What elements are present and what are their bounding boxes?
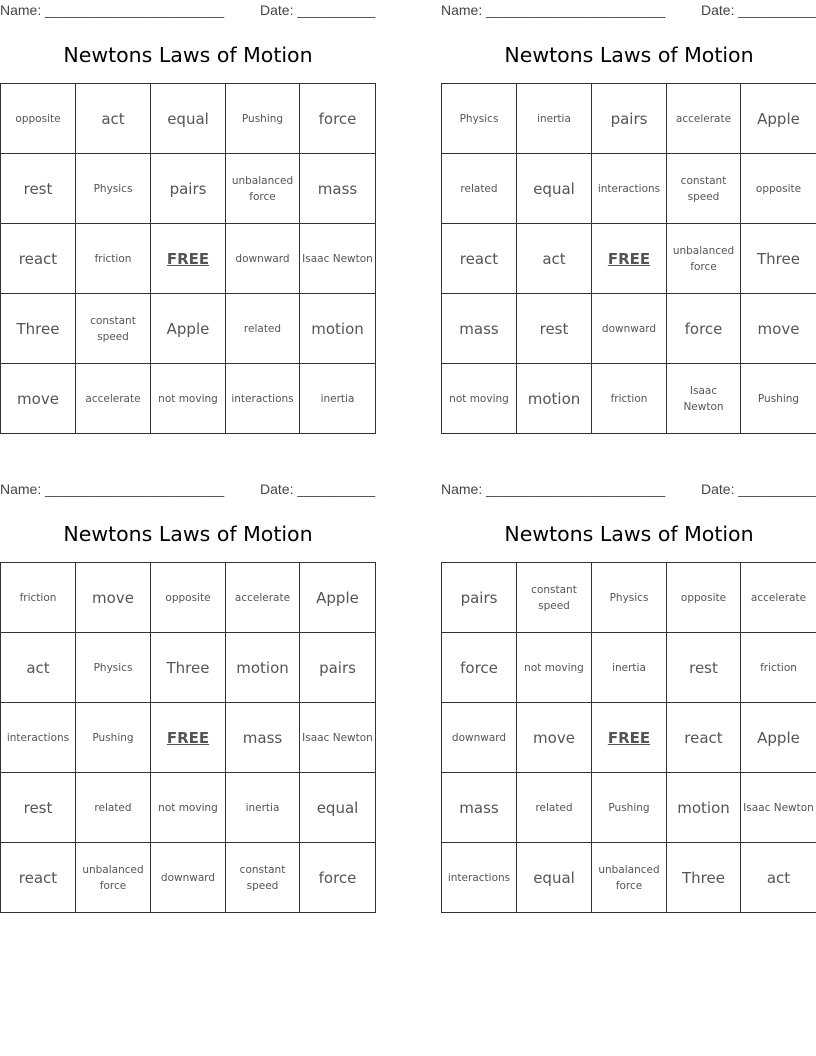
date-field[interactable]: Date: __________ [260,2,376,18]
bingo-cell: Apple [741,84,816,154]
bingo-cell: rest [1,773,76,843]
bingo-cell: act [1,633,76,703]
bingo-cell: not moving [151,773,226,843]
bingo-cell: act [741,843,816,913]
bingo-card-2 [441,0,816,413]
bingo-cell: rest [667,633,741,703]
bingo-cell: force [300,84,376,154]
free-cell: FREE [592,224,667,294]
bingo-cell: force [667,294,741,364]
bingo-cell: interactions [592,154,667,224]
bingo-cell: Pushing [592,773,667,843]
bingo-grid [0,562,376,913]
bingo-cell: Isaac Newton [667,364,741,434]
free-cell: FREE [151,224,226,294]
bingo-cell: constant speed [76,294,151,364]
bingo-cell: Pushing [226,84,300,154]
bingo-cell: downward [442,703,517,773]
bingo-cell: move [741,294,816,364]
bingo-cell: friction [592,364,667,434]
bingo-cell: react [1,843,76,913]
card-title: Newtons Laws of Motion [63,43,313,67]
bingo-cell: related [226,294,300,364]
bingo-grid [0,83,376,434]
bingo-cell: motion [300,294,376,364]
bingo-cell: react [667,703,741,773]
bingo-cell: motion [226,633,300,703]
bingo-cell: mass [442,773,517,843]
bingo-cell: rest [1,154,76,224]
name-field[interactable]: Name: _______________________ [441,2,666,18]
bingo-cell: related [442,154,517,224]
bingo-card-4 [441,479,816,892]
bingo-cell: Pushing [76,703,151,773]
bingo-cell: rest [517,294,592,364]
card-title: Newtons Laws of Motion [63,522,313,546]
bingo-cell: opposite [151,563,226,633]
bingo-cell: accelerate [667,84,741,154]
bingo-cell: unbalanced force [667,224,741,294]
bingo-cell: equal [300,773,376,843]
bingo-cell: Pushing [741,364,816,434]
bingo-cell: inertia [517,84,592,154]
bingo-card-1 [0,0,376,408]
bingo-cell: Isaac Newton [300,224,376,294]
bingo-cell: Physics [442,84,517,154]
bingo-cell: equal [517,843,592,913]
bingo-cell: Physics [592,563,667,633]
bingo-cell: inertia [226,773,300,843]
bingo-cell: react [442,224,517,294]
bingo-cell: Three [667,843,741,913]
bingo-cell: related [76,773,151,843]
bingo-cell: move [517,703,592,773]
bingo-cell: equal [151,84,226,154]
date-field[interactable]: Date: __________ [701,481,816,497]
date-field[interactable]: Date: __________ [701,2,816,18]
bingo-cell: related [517,773,592,843]
header-row [0,0,376,22]
bingo-cell: Physics [76,154,151,224]
header-row [441,479,816,501]
bingo-cell: force [442,633,517,703]
bingo-cell: pairs [151,154,226,224]
bingo-cell: accelerate [76,364,151,434]
bingo-cell: downward [592,294,667,364]
date-field[interactable]: Date: __________ [260,481,376,497]
bingo-cell: not moving [151,364,226,434]
bingo-cell: opposite [667,563,741,633]
bingo-cell: accelerate [741,563,816,633]
bingo-cell: pairs [592,84,667,154]
bingo-cell: interactions [226,364,300,434]
bingo-cell: constant speed [226,843,300,913]
name-field[interactable]: Name: _______________________ [441,481,666,497]
card-title: Newtons Laws of Motion [504,522,754,546]
bingo-cell: mass [300,154,376,224]
bingo-cell: mass [442,294,517,364]
bingo-card-3 [0,479,376,892]
bingo-cell: Three [1,294,76,364]
bingo-cell: Isaac Newton [741,773,816,843]
bingo-cell: pairs [300,633,376,703]
bingo-cell: Three [741,224,816,294]
bingo-cell: equal [517,154,592,224]
bingo-cell: move [1,364,76,434]
bingo-cell: downward [226,224,300,294]
bingo-cell: interactions [1,703,76,773]
bingo-cell: friction [1,563,76,633]
name-field[interactable]: Name: _______________________ [0,481,225,497]
header-row [0,479,376,501]
name-field[interactable]: Name: _______________________ [0,2,225,18]
bingo-cell: opposite [741,154,816,224]
bingo-cell: move [76,563,151,633]
bingo-cell: Apple [300,563,376,633]
bingo-cell: act [517,224,592,294]
bingo-cell: pairs [442,563,517,633]
bingo-cell: unbalanced force [226,154,300,224]
bingo-cell: Physics [76,633,151,703]
bingo-cell: friction [76,224,151,294]
bingo-cell: Isaac Newton [300,703,376,773]
bingo-grid [441,562,816,913]
bingo-cell: accelerate [226,563,300,633]
bingo-cell: Apple [151,294,226,364]
bingo-cell: not moving [442,364,517,434]
bingo-cell: Three [151,633,226,703]
bingo-cell: motion [517,364,592,434]
bingo-cell: motion [667,773,741,843]
free-cell: FREE [592,703,667,773]
bingo-cell: interactions [442,843,517,913]
bingo-cell: unbalanced force [76,843,151,913]
bingo-cell: react [1,224,76,294]
bingo-cell: opposite [1,84,76,154]
bingo-cell: not moving [517,633,592,703]
bingo-cell: force [300,843,376,913]
bingo-cell: mass [226,703,300,773]
header-row [441,0,816,22]
bingo-cell: constant speed [517,563,592,633]
bingo-cell: inertia [592,633,667,703]
bingo-cell: friction [741,633,816,703]
card-title: Newtons Laws of Motion [504,43,754,67]
free-cell: FREE [151,703,226,773]
bingo-cell: act [76,84,151,154]
bingo-cell: unbalanced force [592,843,667,913]
bingo-cell: downward [151,843,226,913]
bingo-cell: constant speed [667,154,741,224]
bingo-cell: Apple [741,703,816,773]
bingo-grid [441,83,816,434]
bingo-cell: inertia [300,364,376,434]
